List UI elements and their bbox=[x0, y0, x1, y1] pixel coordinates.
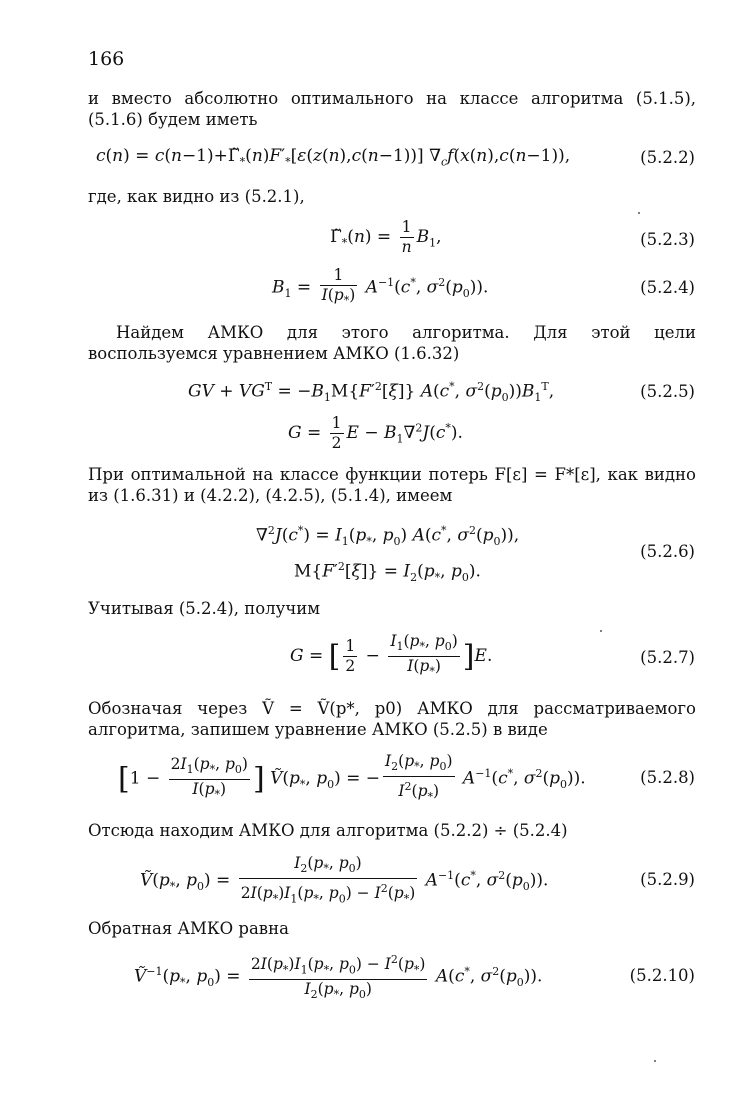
equation-5-2-9: $Ṽ(p_*$, $p_0$) = $\frac{I_2(p_*, p_0)}{2I(p_*)I_1(p_*, p_0) - I^2(p_*)}$ $A^{-1}(c^*$, $\sigma^2(p_0)$). bbox=[140, 854, 549, 906]
equation-5-2-6-a: $\nabla^2J(c^*) = I_1(p_*$, $p_0$) A(c*, $\sigma^2(p_0)$), bbox=[256, 524, 520, 549]
equation-number-5-2-8: (5.2.8) bbox=[640, 768, 695, 787]
equation-number-5-2-7: (5.2.7) bbox=[640, 648, 695, 667]
equation-5-2-7: G = [ $\frac{1}{2}$ − $\frac{I_1(p_*, p_0)}{I(p_*)}$ ]E. bbox=[290, 632, 493, 679]
equation-number-5-2-5: (5.2.5) bbox=[640, 382, 695, 401]
paragraph-considering: Учитывая (5.2.4), получим bbox=[88, 599, 321, 618]
equation-5-2-8: [1 − $\frac{2I_1(p_*, p_0)}{I(p_*)}$ ] $Ṽ(p_*$, $p_0$) = − $\frac{I_2(p_*, p_0)}{I^2(p_*)}$ $A^{-1}(c^*$, $\sigma^2(p_0)$). bbox=[118, 752, 586, 804]
paragraph-where: где, как видно из (5.2.1), bbox=[88, 187, 305, 206]
equation-5-2-4: $B_1$ = $\frac{1}{I(p_*)}$ $A^{-1}(c^*$, $\sigma^2(p_0)$). bbox=[272, 266, 489, 308]
equation-number-5-2-4: (5.2.4) bbox=[640, 278, 695, 297]
equation-5-2-10: $Ṽ^{-1}(p_*$, $p_0$) = $\frac{2I(p_*)I_1(p_*, p_0) - I^2(p_*)}{I_2(p_*, p_0)}$ A(c*, $\sigma^2(p_0)$). bbox=[134, 950, 542, 1004]
paragraph-denoting: Обозначая через Ṽ = Ṽ(p*, p0) АМКО для рассматриваемого алгоритма, запишем уравнение АМКО (5.2.5) в виде bbox=[88, 699, 696, 739]
equation-number-5-2-10: (5.2.10) bbox=[629, 966, 695, 985]
scan-speck bbox=[638, 212, 640, 214]
equation-number-5-2-3: (5.2.3) bbox=[640, 230, 695, 249]
page-number: 166 bbox=[88, 48, 125, 70]
paragraph-optimal-loss: При оптимальной на классе функции потерь F[ε] = F*[ε], как видно из (1.6.31) и (4.2.2), (4.2.5), (5.1.4), имеем bbox=[88, 465, 696, 505]
equation-number-5-2-2: (5.2.2) bbox=[640, 148, 695, 167]
paragraph-find-amko: Найдем АМКО для этого алгоритма. Для этой цели воспользуемся уравнением АМКО (1.6.32) bbox=[88, 323, 696, 363]
equation-5-2-2: $c(n) = c(n-1)+\Gammã_*(n)F'_*[\varepsilon(z(n),c(n-1))]$ $\nabla_cf(x(n),c(n-1))$, bbox=[96, 146, 571, 169]
equation-5-2-5: GV + $VG^T = -B_1M\{F'^2[\xi]\}$ A(c*, $\sigma^2(p_0))B_1^T$, bbox=[188, 380, 555, 405]
equation-number-5-2-9: (5.2.9) bbox=[640, 870, 695, 889]
paragraph-hence: Отсюда находим АМКО для алгоритма (5.2.2) ÷ (5.2.4) bbox=[88, 821, 568, 840]
scan-speck bbox=[600, 630, 602, 632]
equation-5-2-5-g: G = $\frac{1}{2}$ $E - B_1\nabla^2J(c^*)$. bbox=[288, 414, 463, 452]
equation-number-5-2-6: (5.2.6) bbox=[640, 542, 695, 561]
equation-5-2-6-b: $M\{F'^2[\xi]\} = I_2(p_*$, $p_0$). bbox=[294, 560, 481, 585]
paragraph-intro: и вместо абсолютно оптимального на классе алгоритма (5.1.5), (5.1.6) будем иметь bbox=[88, 89, 696, 129]
equation-5-2-3: $\Gammã_*(n)$ = $\frac{1}{n}$ $B_1$, bbox=[330, 218, 442, 256]
paragraph-inverse: Обратная АМКО равна bbox=[88, 919, 289, 938]
scan-speck bbox=[654, 1060, 656, 1062]
